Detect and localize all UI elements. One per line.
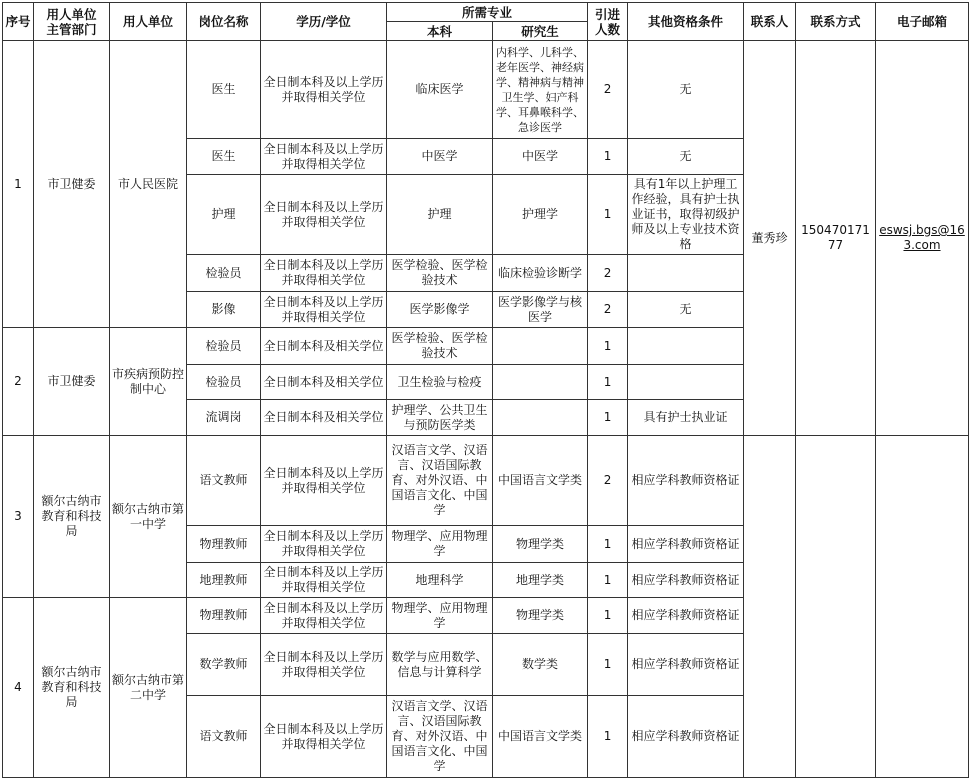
major-undergrad-cell: 护理学、公共卫生与预防医学类 <box>387 400 493 436</box>
other-cell: 相应学科教师资格证 <box>628 526 744 563</box>
edu-cell: 全日制本科及以上学历并取得相关学位 <box>261 139 387 175</box>
recruitment-table <box>2 2 969 778</box>
edu-cell: 全日制本科及以上学历并取得相关学位 <box>261 598 387 634</box>
major-graduate-cell <box>493 400 588 436</box>
count-cell: 2 <box>588 255 628 292</box>
edu-cell: 全日制本科及以上学历并取得相关学位 <box>261 436 387 526</box>
unit-cell: 市人民医院 <box>110 41 187 328</box>
other-cell <box>628 255 744 292</box>
edu-cell: 全日制本科及以上学历并取得相关学位 <box>261 696 387 778</box>
other-cell: 无 <box>628 292 744 328</box>
header-major-undergrad: 本科 <box>387 22 493 41</box>
unit-cell: 额尔古纳市第二中学 <box>110 598 187 778</box>
major-undergrad-cell: 地理科学 <box>387 563 493 598</box>
header-other: 其他资格条件 <box>628 3 744 41</box>
count-cell: 1 <box>588 598 628 634</box>
table-body <box>3 41 969 778</box>
header-contact: 联系人 <box>744 3 796 41</box>
count-cell: 1 <box>588 634 628 696</box>
edu-cell: 全日制本科及相关学位 <box>261 365 387 400</box>
post-cell: 语文教师 <box>187 436 261 526</box>
dept-cell: 额尔古纳市教育和科技局 <box>34 436 110 598</box>
contact-name-cell <box>744 436 796 778</box>
major-undergrad-cell: 中医学 <box>387 139 493 175</box>
count-cell: 1 <box>588 526 628 563</box>
unit-cell: 市疾病预防控制中心 <box>110 328 187 436</box>
major-undergrad-cell: 物理学、应用物理学 <box>387 598 493 634</box>
count-cell: 2 <box>588 436 628 526</box>
post-cell: 地理教师 <box>187 563 261 598</box>
other-cell: 相应学科教师资格证 <box>628 598 744 634</box>
major-graduate-cell: 中国语言文学类 <box>493 696 588 778</box>
major-graduate-cell: 中医学 <box>493 139 588 175</box>
other-cell: 具有护士执业证 <box>628 400 744 436</box>
major-graduate-cell <box>493 328 588 365</box>
table-row <box>3 436 969 526</box>
post-cell: 护理 <box>187 175 261 255</box>
edu-cell: 全日制本科及以上学历并取得相关学位 <box>261 526 387 563</box>
edu-cell: 全日制本科及相关学位 <box>261 400 387 436</box>
major-graduate-cell: 物理学类 <box>493 526 588 563</box>
post-cell: 语文教师 <box>187 696 261 778</box>
edu-cell: 全日制本科及以上学历并取得相关学位 <box>261 634 387 696</box>
major-undergrad-cell: 物理学、应用物理学 <box>387 526 493 563</box>
count-cell: 1 <box>588 365 628 400</box>
other-cell: 具有1年以上护理工作经验，具有护士执业证书，取得初级护师及以上专业技术资格 <box>628 175 744 255</box>
count-cell: 1 <box>588 175 628 255</box>
contact-phone-cell <box>796 436 876 778</box>
count-cell: 1 <box>588 328 628 365</box>
post-cell: 医生 <box>187 41 261 139</box>
major-graduate-cell: 中国语言文学类 <box>493 436 588 526</box>
major-graduate-cell: 护理学 <box>493 175 588 255</box>
major-graduate-cell: 内科学、儿科学、老年医学、神经病学、精神病与精神卫生学、妇产科学、耳鼻喉科学、急诊医学 <box>493 41 588 139</box>
post-cell: 检验员 <box>187 328 261 365</box>
seq-cell: 3 <box>3 436 34 598</box>
other-cell: 无 <box>628 41 744 139</box>
major-graduate-cell: 地理学类 <box>493 563 588 598</box>
count-cell: 1 <box>588 139 628 175</box>
header-seq: 序号 <box>3 3 34 41</box>
header-email: 电子邮箱 <box>876 3 969 41</box>
post-cell: 检验员 <box>187 365 261 400</box>
dept-cell: 额尔古纳市教育和科技局 <box>34 598 110 778</box>
major-graduate-cell: 临床检验诊断学 <box>493 255 588 292</box>
other-cell: 相应学科教师资格证 <box>628 696 744 778</box>
seq-cell: 4 <box>3 598 34 778</box>
other-cell: 相应学科教师资格证 <box>628 563 744 598</box>
edu-cell: 全日制本科及相关学位 <box>261 328 387 365</box>
post-cell: 影像 <box>187 292 261 328</box>
count-cell: 1 <box>588 696 628 778</box>
other-cell <box>628 365 744 400</box>
major-graduate-cell: 物理学类 <box>493 598 588 634</box>
header-phone: 联系方式 <box>796 3 876 41</box>
major-undergrad-cell: 医学检验、医学检验技术 <box>387 328 493 365</box>
major-undergrad-cell: 医学影像学 <box>387 292 493 328</box>
edu-cell: 全日制本科及以上学历并取得相关学位 <box>261 175 387 255</box>
header-edu: 学历/学位 <box>261 3 387 41</box>
major-undergrad-cell: 数学与应用数学、信息与计算科学 <box>387 634 493 696</box>
header-unit: 用人单位 <box>110 3 187 41</box>
count-cell: 1 <box>588 400 628 436</box>
header-count: 引进人数 <box>588 3 628 41</box>
count-cell: 2 <box>588 41 628 139</box>
major-undergrad-cell: 护理 <box>387 175 493 255</box>
major-graduate-cell <box>493 365 588 400</box>
dept-cell: 市卫健委 <box>34 328 110 436</box>
major-graduate-cell: 数学类 <box>493 634 588 696</box>
header-post: 岗位名称 <box>187 3 261 41</box>
count-cell: 1 <box>588 563 628 598</box>
post-cell: 流调岗 <box>187 400 261 436</box>
post-cell: 数学教师 <box>187 634 261 696</box>
major-undergrad-cell: 卫生检验与检疫 <box>387 365 493 400</box>
table-row <box>3 41 969 139</box>
count-cell: 2 <box>588 292 628 328</box>
major-undergrad-cell: 汉语言文学、汉语言、汉语国际教育、对外汉语、中国语言文化、中国学 <box>387 696 493 778</box>
edu-cell: 全日制本科及以上学历并取得相关学位 <box>261 292 387 328</box>
contact-phone-cell: 15047017177 <box>796 41 876 436</box>
post-cell: 物理教师 <box>187 598 261 634</box>
major-undergrad-cell: 汉语言文学、汉语言、汉语国际教育、对外汉语、中国语言文化、中国学 <box>387 436 493 526</box>
major-graduate-cell: 医学影像学与核医学 <box>493 292 588 328</box>
contact-name-cell: 董秀珍 <box>744 41 796 436</box>
seq-cell: 1 <box>3 41 34 328</box>
edu-cell: 全日制本科及以上学历并取得相关学位 <box>261 563 387 598</box>
contact-email-cell <box>876 436 969 778</box>
unit-cell: 额尔古纳市第一中学 <box>110 436 187 598</box>
other-cell: 相应学科教师资格证 <box>628 634 744 696</box>
dept-cell: 市卫健委 <box>34 41 110 328</box>
header-major: 所需专业 <box>387 3 588 22</box>
post-cell: 物理教师 <box>187 526 261 563</box>
other-cell: 无 <box>628 139 744 175</box>
edu-cell: 全日制本科及以上学历并取得相关学位 <box>261 41 387 139</box>
major-undergrad-cell: 临床医学 <box>387 41 493 139</box>
other-cell: 相应学科教师资格证 <box>628 436 744 526</box>
header-major-graduate: 研究生 <box>493 22 588 41</box>
major-undergrad-cell: 医学检验、医学检验技术 <box>387 255 493 292</box>
post-cell: 医生 <box>187 139 261 175</box>
header-dept: 用人单位 主管部门 <box>34 3 110 41</box>
edu-cell: 全日制本科及以上学历并取得相关学位 <box>261 255 387 292</box>
contact-email-cell[interactable]: eswsj.bgs@163.com <box>876 41 969 436</box>
post-cell: 检验员 <box>187 255 261 292</box>
seq-cell: 2 <box>3 328 34 436</box>
other-cell <box>628 328 744 365</box>
